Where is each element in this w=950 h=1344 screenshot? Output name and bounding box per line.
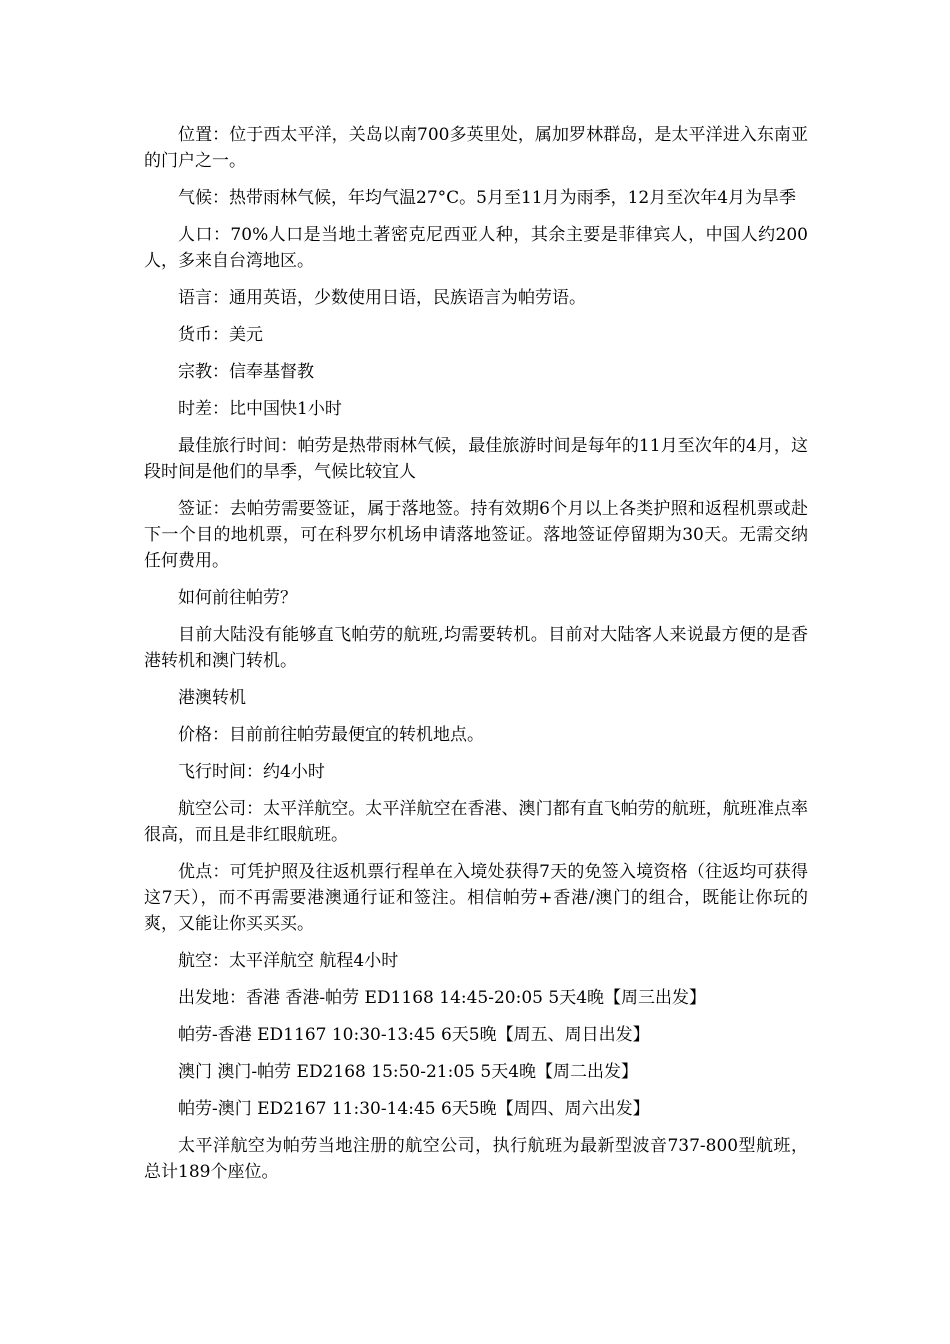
aircraft-info-paragraph: 太平洋航空为帕劳当地注册的航空公司，执行航班为最新型波音737-800型航班，总计189个座位。 (144, 1136, 808, 1182)
time-difference-paragraph: 时差：比中国快1小时 (178, 399, 342, 419)
how-to-get-there-heading: 如何前往帕劳？ (178, 588, 297, 608)
hk-macau-transfer-heading: 港澳转机 (178, 688, 246, 708)
currency-paragraph: 货币：美元 (178, 325, 263, 345)
airline-route-paragraph: 航空：太平洋航空 航程4小时 (178, 951, 399, 971)
flight-palau-macau: 帕劳-澳门 ED2167 11:30-14:45 6天5晚【周四、周六出发】 (178, 1099, 650, 1119)
flight-macau-palau: 澳门 澳门-帕劳 ED2168 15:50-21:05 5天4晚【周二出发】 (178, 1062, 639, 1082)
flight-time-paragraph: 飞行时间：约4小时 (178, 762, 325, 782)
airline-paragraph: 航空公司：太平洋航空。太平洋航空在香港、澳门都有直飞帕劳的航班，航班准点率很高，而且是非红眼航班。 (144, 799, 808, 845)
best-travel-time-paragraph: 最佳旅行时间：帕劳是热带雨林气候，最佳旅游时间是每年的11月至次年的4月，这段时间是他们的旱季，气候比较宜人 (144, 436, 808, 482)
visa-paragraph: 签证：去帕劳需要签证，属于落地签。持有效期6个月以上各类护照和返程机票或赴下一个目的地机票，可在科罗尔机场申请落地签证。落地签证停留期为30天。无需交纳任何费用。 (144, 499, 808, 571)
document-page (144, 122, 808, 1196)
location-paragraph: 位置：位于西太平洋，关岛以南700多英里处，属加罗林群岛，是太平洋进入东南亚的门户之一。 (144, 125, 808, 171)
climate-paragraph: 气候：热带雨林气候，年均气温27°C。5月至11月为雨季，12月至次年4月为旱季 (178, 188, 797, 208)
advantages-paragraph: 优点：可凭护照及往返机票行程单在入境处获得7天的免签入境资格（往返均可获得这7天），而不再需要港澳通行证和签注。相信帕劳+香港/澳门的组合，既能让你玩的爽，又能让你买买买。 (144, 862, 808, 934)
religion-paragraph: 宗教：信奉基督教 (178, 362, 314, 382)
language-paragraph: 语言：通用英语，少数使用日语，民族语言为帕劳语。 (178, 288, 586, 308)
flight-hk-palau: 出发地：香港 香港-帕劳 ED1168 14:45-20:05 5天4晚【周三出发】 (178, 988, 707, 1008)
price-paragraph: 价格：目前前往帕劳最便宜的转机地点。 (178, 725, 484, 745)
population-paragraph: 人口：70%人口是当地土著密克尼西亚人种，其余主要是菲律宾人，中国人约200人，多来自台湾地区。 (144, 225, 808, 271)
no-direct-flight-paragraph: 目前大陆没有能够直飞帕劳的航班,均需要转机。目前对大陆客人来说最方便的是香港转机和澳门转机。 (144, 625, 808, 671)
flight-palau-hk: 帕劳-香港 ED1167 10:30-13:45 6天5晚【周五、周日出发】 (178, 1025, 650, 1045)
